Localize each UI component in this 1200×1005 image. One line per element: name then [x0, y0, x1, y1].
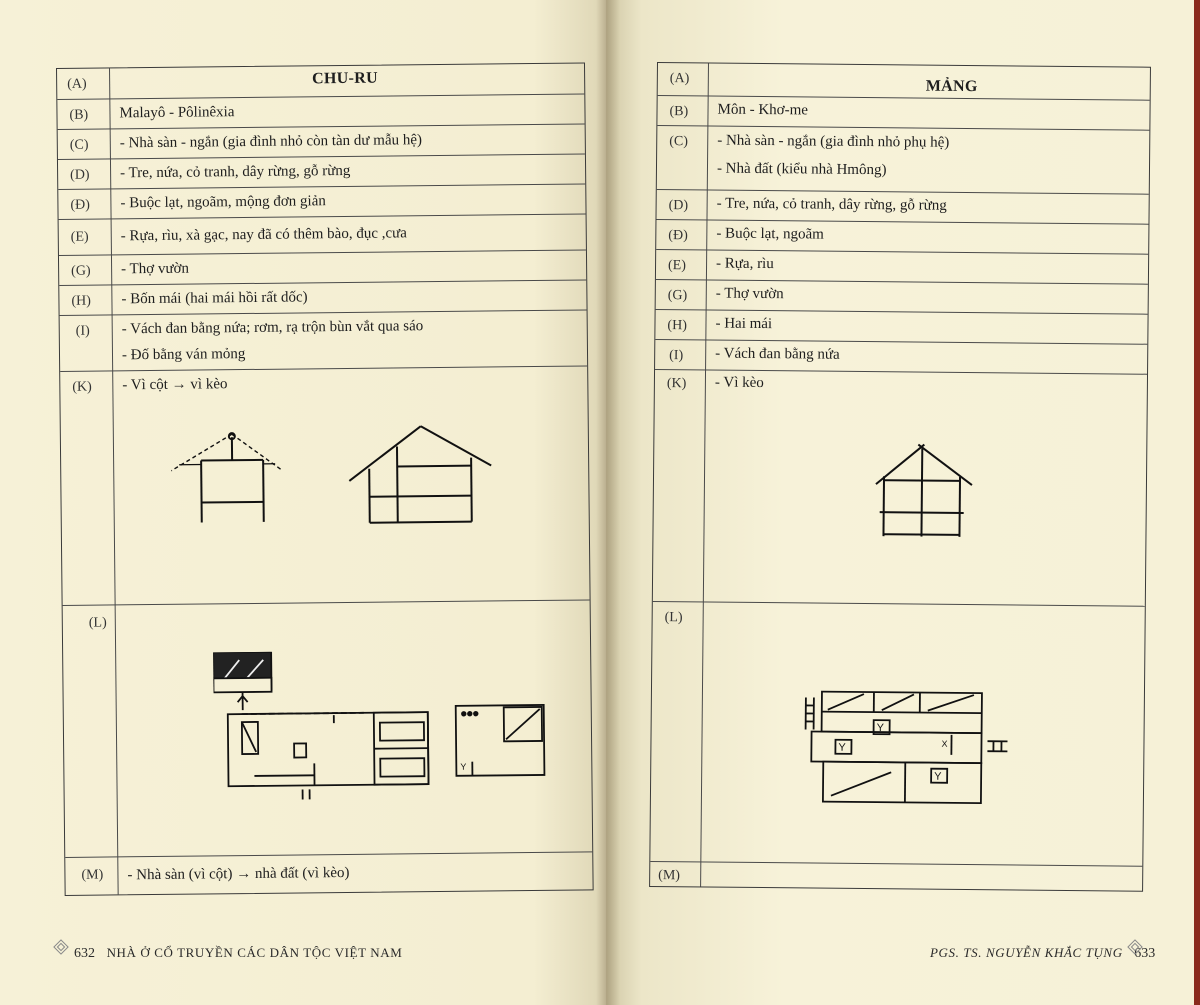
book-spine: [596, 0, 620, 1005]
ornament-icon: [52, 938, 70, 956]
right-title: MẢNG: [925, 77, 978, 96]
running-title: NHÀ Ở CỔ TRUYỀN CÁC DÂN TỘC VIỆT NAM: [106, 945, 403, 960]
row-value: - Bốn mái (hai mái hồi rất dốc): [121, 289, 308, 308]
row-key: (B): [669, 104, 689, 120]
row-key: (Đ): [70, 197, 90, 213]
right-row-K: [653, 369, 1147, 607]
row-value: - Rựa, rìu: [715, 255, 774, 273]
right-table: [649, 62, 1151, 892]
left-footer: [74, 945, 402, 962]
row-value: - Nhà sàn (vì cột) → nhà đất (vì kèo): [127, 864, 350, 884]
right-frame-drawing: [867, 440, 978, 541]
row-value: - Vì kèo: [714, 374, 764, 392]
left-floor-plan: [213, 649, 555, 813]
row-value: - Hai mái: [715, 315, 773, 333]
row-value: - Vách đan bằng nứa: [715, 345, 840, 363]
right-floor-plan: [801, 687, 1012, 809]
row-value: - Thợ vườn: [121, 260, 190, 278]
row-key: (E): [70, 229, 89, 245]
page-number: 633: [1134, 946, 1156, 961]
row-value: - Nhà đất (kiểu nhà Hmông): [716, 160, 887, 179]
row-key: (A): [67, 76, 87, 92]
page-number: 632: [74, 946, 95, 961]
row-key: (G): [667, 288, 688, 304]
row-value: - Tre, nứa, cỏ tranh, dây rừng, gỗ rừng: [120, 162, 351, 182]
book-cover-edge: [1194, 0, 1200, 1005]
left-row-M: [65, 851, 592, 898]
left-row-K: [60, 365, 589, 606]
plan-y-mark: Y: [876, 722, 885, 735]
plan-y-mark: Y: [838, 741, 846, 754]
row-key: (M): [81, 867, 104, 883]
right-row-C: [657, 125, 1150, 195]
row-value: Malayô - Pôlinêxia: [119, 104, 235, 122]
ornament-icon: [1126, 938, 1144, 956]
left-row-I: [60, 309, 588, 372]
row-key: (L): [664, 610, 683, 626]
row-key: (D): [70, 167, 90, 183]
running-author: PGS. TS. NGUYỄN KHẮC TỤNG: [930, 945, 1123, 960]
right-row-A: [658, 63, 1150, 100]
row-value: - Đố bằng ván mỏng: [121, 346, 246, 364]
row-value: - Nhà sàn - ngắn (gia đình nhỏ phụ hệ): [717, 132, 950, 151]
row-value: - Vì cột → vì kèo: [122, 376, 228, 394]
row-value: Môn - Khơ-me: [717, 101, 809, 119]
row-value: - Thợ vườn: [715, 285, 784, 303]
left-table: [56, 62, 594, 895]
left-row-L: [63, 599, 593, 858]
right-row-L: [650, 601, 1144, 867]
row-key: (B): [69, 107, 89, 123]
row-key: (H): [667, 318, 687, 334]
row-key: (H): [71, 293, 91, 309]
plan-x-mark: X: [941, 738, 948, 749]
row-key: (K): [666, 376, 687, 392]
row-value: - Buộc lạt, ngoãm: [716, 225, 824, 243]
left-title: CHU-RU: [312, 69, 379, 88]
row-key: (C): [69, 137, 89, 153]
row-value: - Tre, nứa, cỏ tranh, dây rừng, gỗ rừng: [716, 195, 947, 214]
row-key: (C): [669, 134, 688, 150]
left-frame-drawing: [171, 419, 512, 533]
row-key: (I): [669, 348, 684, 364]
row-key: (A): [669, 71, 690, 87]
row-key: (L): [88, 615, 107, 631]
row-key: (D): [668, 198, 689, 214]
row-value: - Buộc lạt, ngoãm, mộng đơn giản: [120, 193, 326, 212]
plan-y-mark: Y: [934, 770, 942, 783]
plan-y-mark: Y: [460, 761, 467, 772]
row-key: (I): [75, 323, 90, 339]
row-key: (G): [71, 263, 91, 279]
row-value: - Rựa, rìu, xà gạc, nay đã có thêm bào, đục ,cưa: [120, 225, 407, 245]
row-key: (K): [72, 379, 92, 395]
right-row-M: [650, 861, 1142, 894]
right-footer: [930, 945, 1155, 962]
row-value: - Nhà sàn - ngắn (gia đình nhỏ còn tàn dư mẫu hệ): [119, 132, 423, 152]
row-key: (E): [667, 258, 687, 274]
row-key: (M): [658, 868, 681, 884]
row-value: - Vách đan bằng nứa; rơm, rạ trộn bùn vắt qua sáo: [121, 318, 424, 338]
row-key: (Đ): [668, 228, 688, 244]
